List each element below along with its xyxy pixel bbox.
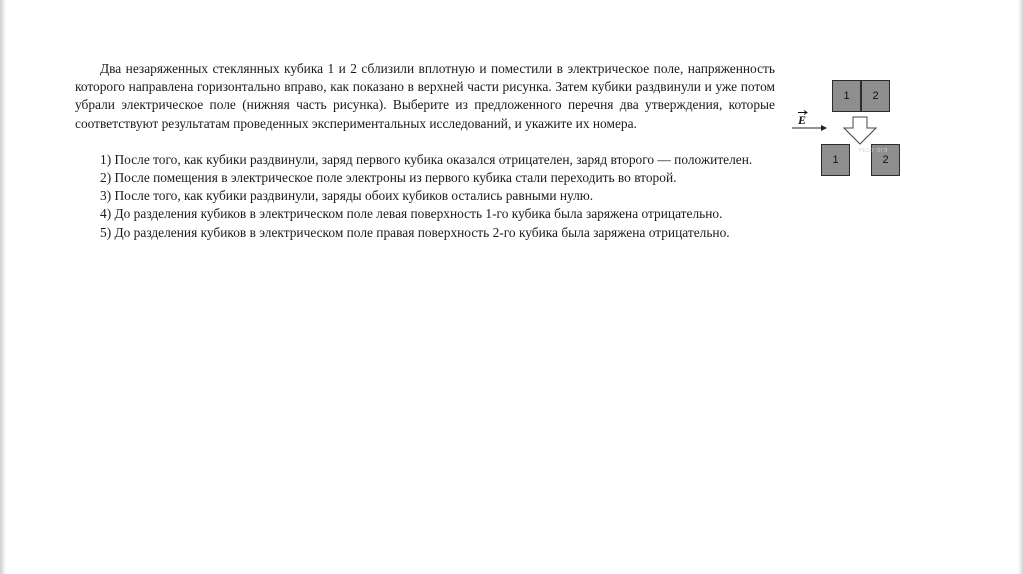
cube-1-together bbox=[832, 80, 861, 112]
field-arrow-icon bbox=[792, 124, 828, 132]
cube-1-separated bbox=[821, 144, 850, 176]
cube-2-label: 2 bbox=[872, 90, 879, 102]
answer-option-4: 4) До разделения кубиков в электрическом поле левая поверхность 1-го кубика была заряжена отрицательно. bbox=[100, 206, 723, 222]
cube-2-label: 2 bbox=[882, 154, 889, 166]
problem-text bbox=[75, 60, 775, 242]
answer-option-2: 2) После помещения в электрическое поле электроны из первого кубика стали переходить во второй. bbox=[100, 170, 677, 186]
answer-option-1: 1) После того, как кубики раздвинули, заряд первого кубика оказался отрицателен, заряд второго — положителен. bbox=[100, 151, 753, 167]
cube-1-label: 1 bbox=[832, 154, 839, 166]
slide-frame-right bbox=[1018, 0, 1024, 574]
down-arrow-icon bbox=[843, 116, 877, 146]
answer-option-5: 5) До разделения кубиков в электрическом поле правая поверхность 2-го кубика была заряжена отрицательно. bbox=[100, 224, 730, 240]
field-label-text: E bbox=[798, 113, 807, 127]
cube-2-together bbox=[861, 80, 890, 112]
problem-intro: Два незаряженных стеклянных кубика 1 и 2 сблизили вплотную и поместили в электрическое поле, напряженность которого направлена горизонтально вправо, как показано в верхней части рисунка. Затем кубики раздвинули и уже потом убрали электрическое поле (нижняя часть рисунка). Выберите из предложенного перечня два утверждения, которые соответствуют результатам проведенных экспериментальных исследований, и укажите их номера. bbox=[75, 61, 775, 131]
slide-frame-left bbox=[0, 0, 6, 574]
cubes-figure bbox=[790, 76, 910, 186]
answer-option-3: 3) После того, как кубики раздвинули, заряды обоих кубиков остались равными нулю. bbox=[100, 188, 594, 204]
paragraph-gap bbox=[75, 133, 775, 151]
watermark: РЕШУ ОГЭ bbox=[859, 148, 888, 154]
cube-1-label: 1 bbox=[843, 90, 850, 102]
vector-arrow-icon bbox=[798, 110, 808, 115]
